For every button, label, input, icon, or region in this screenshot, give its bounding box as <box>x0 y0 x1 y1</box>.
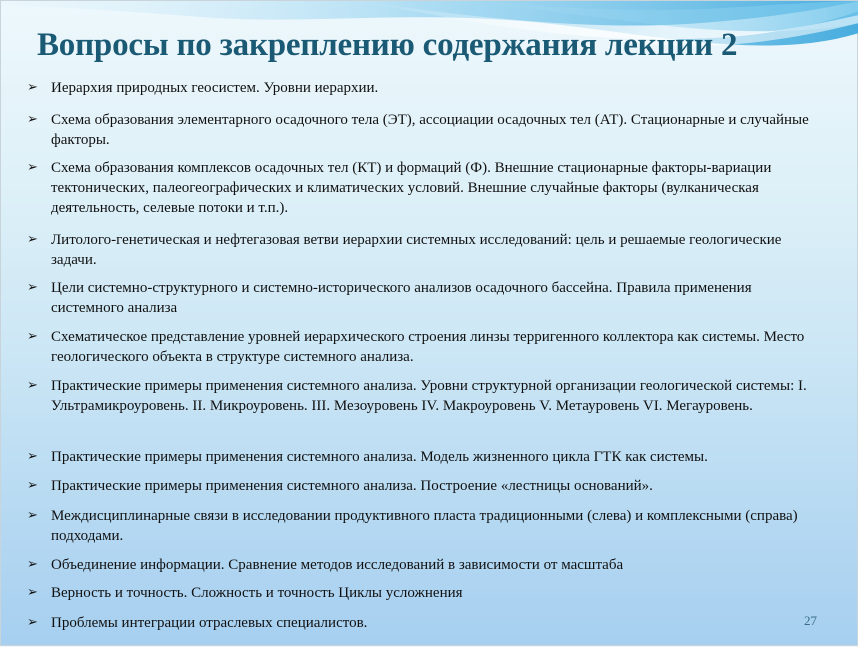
bullet-text: Верность и точность. Сложность и точность Циклы усложнения <box>51 585 463 601</box>
bullet-text: Практические примеры применения системного анализа. Уровни структурной организации геологической системы: I. Ультрамикроуровень. II. Микроуровень. III. Мезоуровень IV. Макроуровень V. Метауровень VI. Мегауровень. <box>51 378 807 414</box>
bullet-text: Проблемы интеграции отраслевых специалистов. <box>51 615 368 631</box>
arrowhead-bullet-icon: ➢ <box>27 378 38 393</box>
arrowhead-bullet-icon: ➢ <box>27 112 38 127</box>
bullet-text: Схематическое представление уровней иерархического строения линзы терригенного коллектора как системы. Место геологического объекта в структуре системного анализа. <box>51 329 805 365</box>
bullet-text: Междисциплинарные связи в исследовании продуктивного пласта традиционными (слева) и комплексными (справа) подходами. <box>51 508 798 544</box>
arrowhead-bullet-icon: ➢ <box>27 508 38 523</box>
arrowhead-bullet-icon: ➢ <box>27 80 38 95</box>
bullet-text: Объединение информации. Сравнение методов исследований в зависимости от масштаба <box>51 557 624 573</box>
arrowhead-bullet-icon: ➢ <box>27 615 38 630</box>
arrowhead-bullet-icon: ➢ <box>27 585 38 600</box>
bullet-item <box>27 506 827 546</box>
bullet-item <box>27 583 827 603</box>
page-number: 27 <box>804 613 817 628</box>
bullet-text: Схема образования элементарного осадочного тела (ЭТ), ассоциации осадочных тел (АТ). Стационарные и случайные факторы. <box>51 112 809 148</box>
bullet-item <box>27 376 827 416</box>
arrowhead-bullet-icon: ➢ <box>27 329 38 344</box>
bullet-item <box>27 110 827 150</box>
bullet-item <box>27 278 827 318</box>
bullet-item <box>27 78 827 98</box>
bullet-text: Цели системно-структурного и системно-исторического анализов осадочного бассейна. Правила применения системного анализа <box>51 280 752 316</box>
arrowhead-bullet-icon: ➢ <box>27 280 38 295</box>
slide-title: Вопросы по закреплению содержания лекции 2 <box>37 27 738 63</box>
arrowhead-bullet-icon: ➢ <box>27 160 38 175</box>
arrowhead-bullet-icon: ➢ <box>27 557 38 572</box>
bullet-item <box>27 158 827 218</box>
bullet-text: Практические примеры применения системного анализа. Модель жизненного цикла ГТК как системы. <box>51 449 708 465</box>
bullet-text: Иерархия природных геосистем. Уровни иерархии. <box>51 80 379 96</box>
bullet-text: Литолого-генетическая и нефтегазовая ветви иерархии системных исследований: цель и решаемые геологические задачи. <box>51 232 782 268</box>
bullet-item <box>27 476 827 496</box>
bullet-text: Практические примеры применения системного анализа. Построение «лестницы оснований». <box>51 478 653 494</box>
arrowhead-bullet-icon: ➢ <box>27 232 38 247</box>
bullet-item <box>27 230 827 270</box>
arrowhead-bullet-icon: ➢ <box>27 478 38 493</box>
bullet-item <box>27 447 827 467</box>
arrowhead-bullet-icon: ➢ <box>27 449 38 464</box>
bullet-text: Схема образования комплексов осадочных тел (КТ) и формаций (Ф). Внешние стационарные факторы-вариации тектонических, палеогеографических и климатических условий. Внешние случайные факторы (вулканическая деятельность, селевые потоки и т.п.). <box>51 160 772 216</box>
bullet-item <box>27 555 827 575</box>
bullet-item <box>27 327 827 367</box>
bullet-item <box>27 613 827 633</box>
